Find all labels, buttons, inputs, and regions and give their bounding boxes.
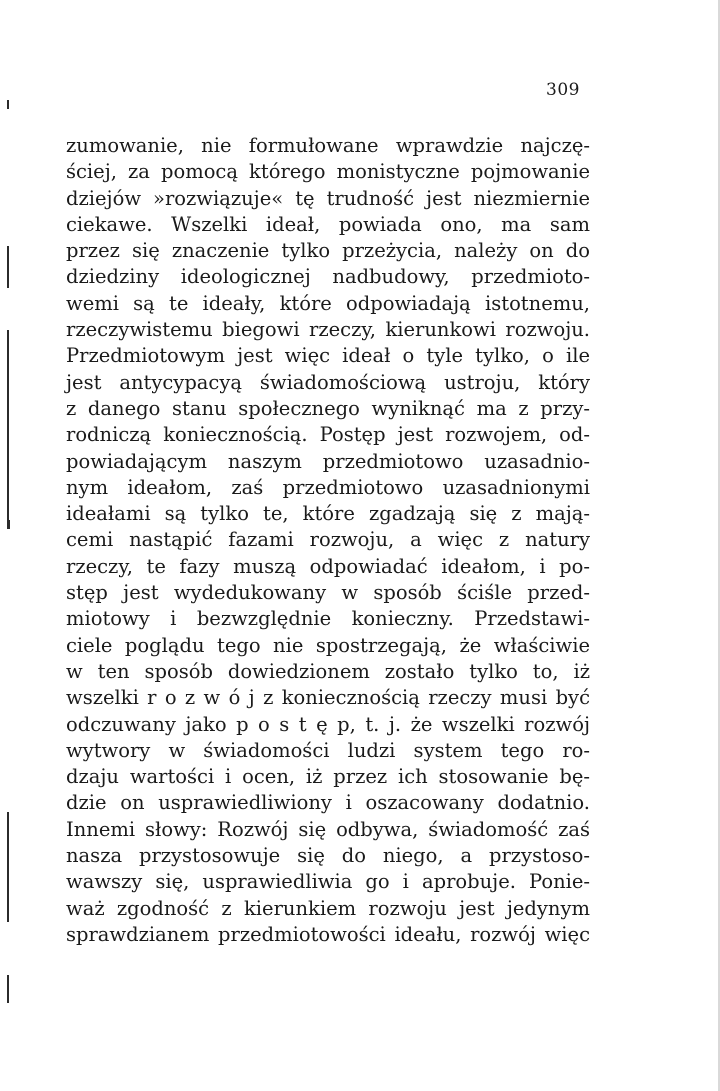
text-line: zumowanie, nie formułowane wprawdzie najczę- — [66, 134, 590, 157]
text-line: waż zgodność z kierunkiem rozwoju jest jedynym — [66, 896, 590, 920]
text-line: przez się znaczenie tylko przeżycia, należy on do — [66, 239, 590, 263]
text-line: wawszy się, usprawiedliwia go i aprobuje. Ponie- — [66, 870, 590, 894]
text-line: rzeczywistemu biegowi rzeczy, kierunkowi rozwoju. — [66, 318, 590, 342]
text-line: wytwory w świadomości ludzi system tego ro- — [66, 738, 590, 762]
scan-mark — [7, 975, 9, 1003]
text-line: Przedmiotowym jest więc ideał o tyle tylko, o ile — [66, 344, 590, 368]
text-line: cemi nastąpić fazami rozwoju, a więc z natury — [66, 528, 590, 552]
text-line: miotowy i bezwzględnie konieczny. Przedstawi- — [66, 607, 590, 631]
body-text — [66, 133, 590, 948]
text-line: w ten sposób dowiedzionem zostało tylko to, iż — [66, 659, 590, 683]
text-line: ściej, za pomocą którego monistyczne pojmowanie — [66, 160, 590, 184]
page-number: 309 — [546, 80, 580, 100]
text-line: ideałami są tylko te, które zgadzają się z mają- — [66, 502, 590, 526]
scan-mark — [7, 246, 9, 288]
text-line: odczuwany jako p o s t ę p, t. j. że wszelki rozwój — [66, 712, 590, 736]
scan-mark — [7, 520, 10, 529]
text-line: dziedziny ideologicznej nadbudowy, przedmioto- — [66, 265, 590, 289]
text-line: rzeczy, te fazy muszą odpowiadać ideałom, i po- — [66, 554, 590, 578]
text-line: rodniczą koniecznością. Postęp jest rozwojem, od- — [66, 423, 590, 447]
scan-mark — [7, 100, 9, 109]
text-line: stęp jest wydedukowany w sposób ściśle przed- — [66, 581, 590, 605]
scan-mark — [7, 330, 9, 522]
text-line: ciele poglądu tego nie spostrzegają, że właściwie — [66, 633, 590, 657]
text-line: wemi są te ideały, które odpowiadają istotnemu, — [66, 291, 590, 315]
text-line: jest antycypacyą świadomościową ustroju, który — [66, 370, 590, 394]
text-line: ciekawe. Wszelki ideał, powiada ono, ma sam — [66, 212, 590, 236]
scan-mark — [7, 812, 9, 922]
text-line: nym ideałom, zaś przedmiotowo uzasadnionymi — [66, 475, 590, 499]
text-line: dziejów »rozwiązuje« tę trudność jest niezmiernie — [66, 186, 590, 210]
text-line: dzaju wartości i ocen, iż przez ich stosowanie bę- — [66, 765, 590, 789]
text-line: wszelki r o z w ó j z koniecznością rzeczy musi być — [66, 686, 590, 710]
text-line: powiadającym naszym przedmiotowo uzasadnio- — [66, 449, 590, 473]
text-line: nasza przystosowuje się do niego, a przystoso- — [66, 844, 590, 868]
text-line: sprawdzianem przedmiotowości ideału, rozwój więc — [66, 922, 590, 946]
text-line: Innemi słowy: Rozwój się odbywa, świadomość zaś — [66, 817, 590, 841]
text-line: dzie on usprawiedliwiony i oszacowany dodatnio. — [66, 791, 590, 815]
text-line: z danego stanu społecznego wyniknąć ma z przy- — [66, 396, 590, 420]
